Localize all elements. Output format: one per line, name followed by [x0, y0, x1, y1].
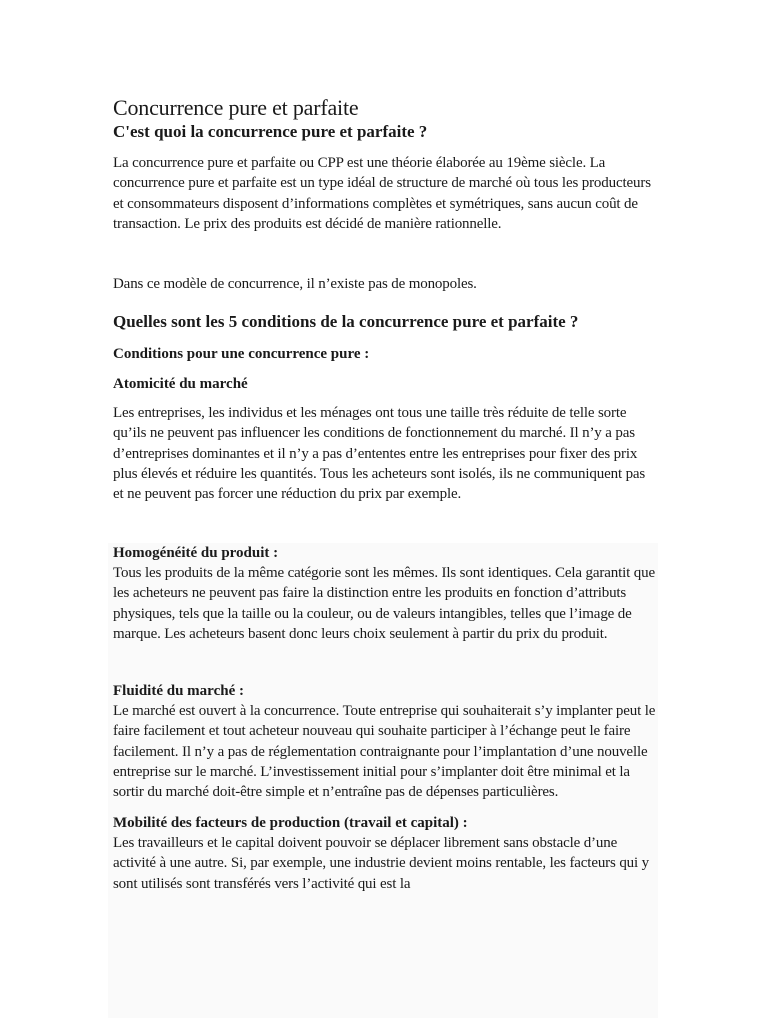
intro-subtitle: C'est quoi la concurrence pure et parfaite ?: [113, 122, 428, 141]
mobilite-heading: Mobilité des facteurs de production (travail et capital) :: [113, 815, 468, 831]
atomicite-paragraph: Les entreprises, les individus et les ménages ont tous une taille très réduite de telle sorte qu’ils ne peuvent pas influencer les conditions de fonctionnement du marché. Il n’y a pas d’entreprises dominantes et il n’y a pas d’ententes entre les entreprises pour fixer des prix plus élevés et réduire les quantités. Tous les acheteurs sont isolés, ils ne communiquent pas et ne peuvent pas forcer une réduction du prix par exemple.: [113, 405, 646, 503]
atomicite-heading: Atomicité du marché: [113, 376, 248, 392]
conditions-heading: Conditions pour une concurrence pure :: [113, 346, 370, 362]
conditions-question-heading: Quelles sont les 5 conditions de la concurrence pure et parfaite ?: [113, 312, 579, 331]
fluidite-heading: Fluidité du marché :: [113, 683, 244, 699]
fluidite-paragraph: Le marché est ouvert à la concurrence. Toute entreprise qui souhaiterait s’y implanter peut le faire facilement et tout acheteur nouveau qui souhaite participer à l’échange peut le faire facilement. Il n’y a pas de réglementation contraignante pour l’implantation d’une nouvelle entreprise sur le marché. L’investissement initial pour s’implanter doit être minimal et la sortir du marché doit-être simple et n’entraîne pas de dépenses particulières.: [113, 703, 656, 801]
intro-paragraph: La concurrence pure et parfaite ou CPP est une théorie élaborée au 19ème siècle. La concurrence pure et parfaite est un type idéal de structure de marché où tous les producteurs et consommateurs disposent d’informations complètes et symétriques, sans aucun coût de transaction. Le prix des produits est décidé de manière rationnelle.: [113, 155, 651, 232]
document-page: [113, 95, 658, 892]
homogeneite-heading: Homogénéité du produit :: [113, 545, 279, 561]
homogeneite-paragraph: Tous les produits de la même catégorie sont les mêmes. Ils sont identiques. Cela garantit que les acheteurs ne peuvent pas faire la distinction entre les produits en fonction d’attributs physiques, tels que la taille ou la couleur, ou de valeurs intangibles, telles que l’image de marque. Les acheteurs basent donc leurs choix seulement à partir du prix du produit.: [113, 565, 655, 642]
mobilite-paragraph: Les travailleurs et le capital doivent pouvoir se déplacer librement sans obstacle d’une activité à une autre. Si, par exemple, une industrie devient moins rentable, les facteurs qui y sont utilisés sont transférés vers l’activité qui est la: [113, 835, 649, 892]
document-title: Concurrence pure et parfaite: [113, 95, 359, 120]
monopoly-paragraph: Dans ce modèle de concurrence, il n’existe pas de monopoles.: [113, 276, 477, 292]
